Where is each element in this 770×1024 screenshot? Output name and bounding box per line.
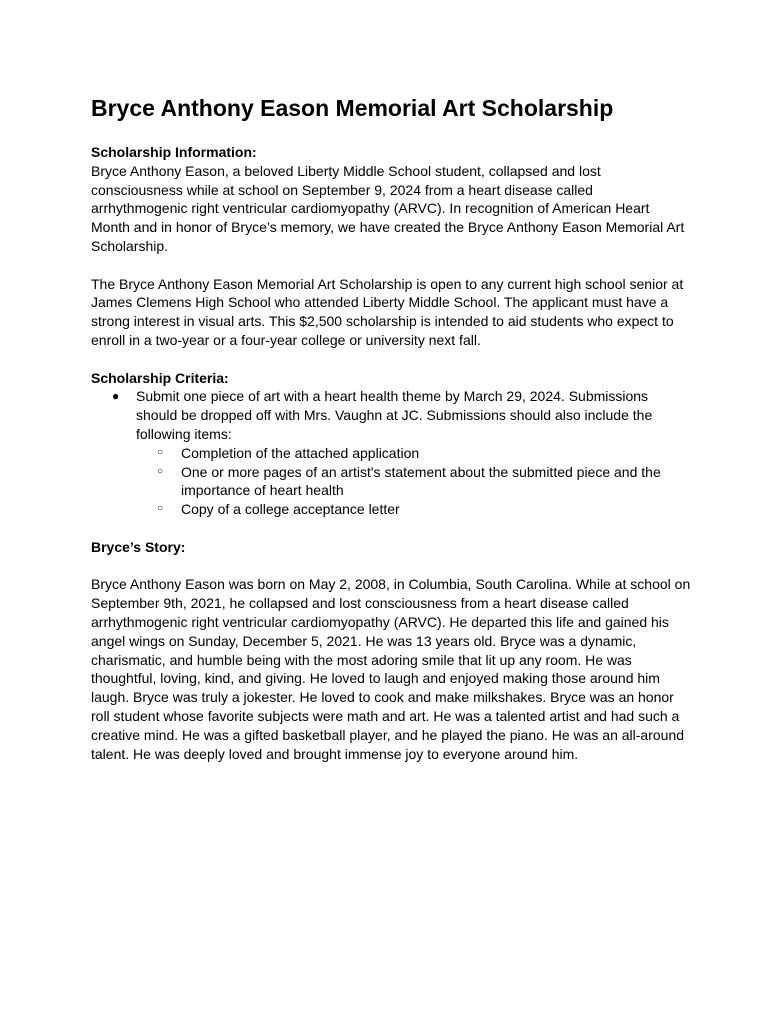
scholarship-info-paragraph-2: The Bryce Anthony Eason Memorial Art Scholarship is open to any current high school senior at James Clemens High School who attended Liberty Middle School. The applicant must have a strong interest in visual arts. This $2,500 scholarship is intended to aid students who expect to enroll in a two-year or a four-year college or university next fall. (91, 275, 684, 348)
criteria-subitem (136, 500, 691, 519)
circle-bullet-icon: ○ (157, 503, 164, 515)
scholarship-info-heading: Scholarship Information: (91, 144, 257, 160)
document-title: Bryce Anthony Eason Memorial Art Scholarship (91, 95, 614, 121)
criteria-subitem (136, 444, 691, 463)
criteria-list (91, 387, 691, 519)
criteria-subitem (136, 463, 691, 501)
circle-bullet-icon: ○ (157, 446, 164, 458)
story-paragraph: Bryce Anthony Eason was born on May 2, 2008, in Columbia, South Carolina. While at school on September 9th, 2021, he collapsed and lost consciousness from a heart disease called arrhythmogenic right ventricular cardiomyopathy (ARVC). He departed this life and gained his angel wings on Sunday, December 5, 2021. He was 13 years old. Bryce was a dynamic, charismatic, and humble being with the most adoring smile that lit up any room. He was thoughtful, loving, kind, and giving. He loved to laugh and enjoyed making those around him laugh. Bryce was truly a jokester. He loved to cook and make milkshakes. Bryce was an honor roll student whose favorite subjects were math and art. He was a talented artist and had such a creative mind. He was a gifted basketball player, and he played the piano. He was an all-around talent. He was deeply loved and brought immense joy to everyone around him. (91, 576, 691, 762)
scholarship-info-paragraph-1: Bryce Anthony Eason, a beloved Liberty Middle School student, collapsed and lost consciousness while at school on September 9, 2024 from a heart disease called arrhythmogenic right ventricular cardiomyopathy (ARVC). In recognition of American Heart Month and in honor of Bryce’s memory, we have created the Bryce Anthony Eason Memorial Art Scholarship. (91, 162, 685, 254)
criteria-subitem-text: Completion of the attached application (181, 444, 420, 461)
bullet-icon: ● (112, 389, 120, 404)
criteria-subitem-text: Copy of a college acceptance letter (181, 501, 400, 518)
criteria-bullet-item (91, 387, 691, 519)
story-heading: Bryce’s Story: (91, 538, 186, 555)
criteria-sublist (136, 444, 691, 519)
document-page (91, 92, 691, 763)
criteria-bullet-text: Submit one piece of art with a heart health theme by March 29, 2024. Submissions should be dropped off with Mrs. Vaughn at JC. Submissions should also include the following items: (136, 388, 653, 442)
criteria-subitem-text: One or more pages of an artist's statement about the submitted piece and the importance of heart health (181, 463, 661, 499)
scholarship-criteria-heading: Scholarship Criteria: (91, 369, 229, 386)
circle-bullet-icon: ○ (157, 465, 164, 477)
